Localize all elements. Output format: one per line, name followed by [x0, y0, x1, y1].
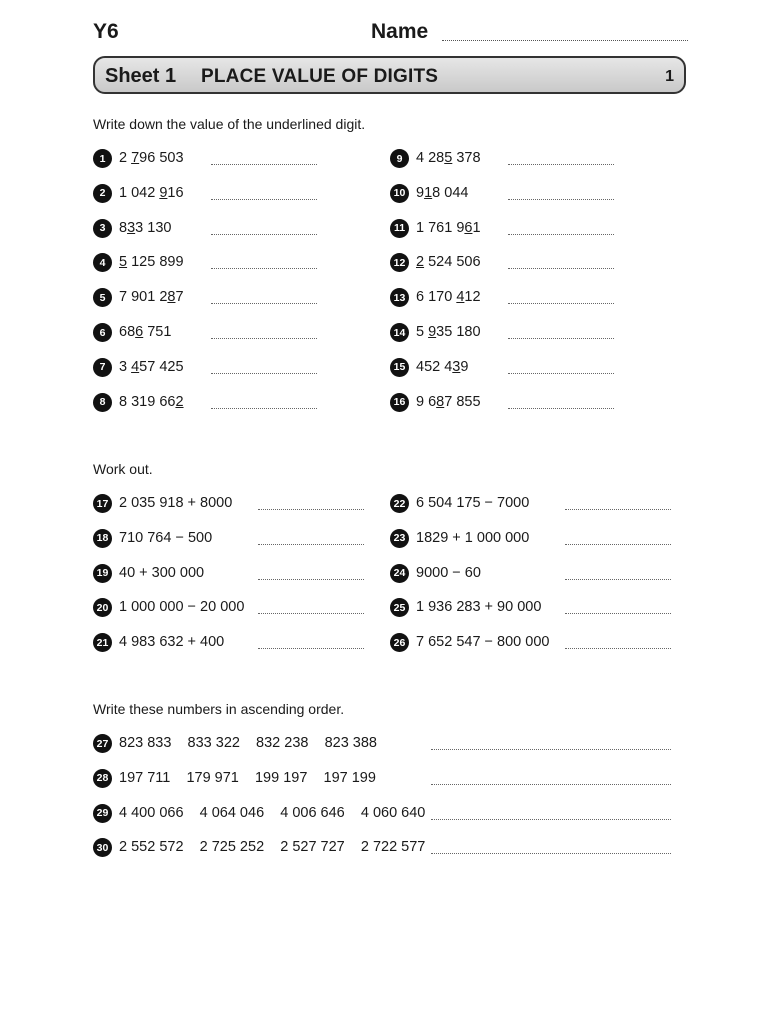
year-label: Y6	[93, 20, 119, 43]
question-item	[390, 358, 614, 380]
digit-group: 5	[416, 324, 429, 340]
question-text: 2 552 572 2 725 252 2 527 727 2 722 577	[119, 839, 426, 856]
question-item	[93, 838, 671, 860]
question-number-badge: 5	[93, 288, 112, 307]
digit-group: 4 28	[416, 150, 445, 166]
question-number-badge: 7	[93, 358, 112, 377]
question-number-badge: 8	[93, 393, 112, 412]
answer-line[interactable]	[508, 234, 614, 235]
question-text	[416, 150, 481, 166]
question-item	[93, 529, 364, 551]
question-text: 9000 − 60	[416, 564, 481, 581]
underlined-digit: 9	[159, 184, 168, 201]
question-text	[119, 289, 184, 305]
question-text	[119, 359, 184, 375]
question-text	[119, 150, 184, 166]
question-item	[93, 393, 317, 415]
question-number-badge: 18	[93, 529, 112, 548]
underlined-digit: 3	[452, 358, 461, 375]
question-item	[93, 564, 364, 586]
digit-group: 7 855	[444, 393, 481, 410]
question-text: 710 764 − 500	[119, 529, 213, 546]
title-banner	[93, 56, 686, 94]
question-item	[93, 253, 317, 275]
question-item	[93, 734, 671, 756]
question-text	[416, 324, 481, 340]
answer-line[interactable]	[211, 164, 317, 165]
answer-line[interactable]	[508, 164, 614, 165]
question-text: 1 000 000 − 20 000	[119, 599, 245, 616]
answer-line[interactable]	[565, 509, 671, 510]
answer-line[interactable]	[211, 373, 317, 374]
question-item	[390, 288, 614, 310]
section2-instruction: Work out.	[93, 461, 153, 477]
underlined-digit: 2	[416, 254, 425, 271]
digit-group: 1	[472, 219, 481, 236]
underlined-digit: 8	[436, 393, 445, 410]
question-number-badge: 29	[93, 804, 112, 823]
answer-line[interactable]	[508, 199, 614, 200]
question-text	[416, 289, 481, 305]
question-number-badge: 19	[93, 564, 112, 583]
answer-line[interactable]	[258, 509, 364, 510]
question-text	[119, 185, 184, 201]
digit-group: 35 180	[436, 324, 481, 340]
question-text: 2 035 918 + 8000	[119, 495, 233, 511]
question-text	[416, 185, 468, 201]
answer-line[interactable]	[565, 544, 671, 545]
digit-group: 9	[460, 358, 469, 375]
digit-group: 8 319 66	[119, 393, 176, 410]
digit-group: 7 901 2	[119, 289, 168, 306]
question-text: 4 400 066 4 064 046 4 006 646 4 060 640	[119, 804, 426, 821]
section3-instruction: Write these numbers in ascending order.	[93, 701, 345, 717]
answer-line[interactable]	[211, 303, 317, 304]
question-text: 823 833 833 322 832 238 823 388	[119, 735, 377, 751]
question-item	[93, 358, 317, 380]
underlined-digit: 5	[119, 254, 128, 271]
underlined-digit: 7	[131, 150, 140, 166]
digit-group: 378	[452, 150, 481, 166]
question-text	[119, 220, 171, 236]
question-text: 197 711 179 971 199 197 197 199	[119, 769, 376, 786]
answer-line[interactable]	[431, 819, 671, 820]
question-text	[416, 220, 481, 236]
question-number-badge: 6	[93, 323, 112, 342]
digit-group: 8	[119, 219, 128, 236]
digit-group: 6 170	[416, 289, 457, 306]
question-text: 6 504 175 − 7000	[416, 495, 530, 511]
question-number-badge: 23	[390, 529, 409, 548]
underlined-digit: 6	[135, 324, 144, 340]
digit-group: 125 899	[127, 254, 184, 271]
question-text	[416, 394, 481, 410]
answer-line[interactable]	[258, 544, 364, 545]
digit-group: 751	[143, 324, 172, 340]
underlined-digit: 3	[127, 219, 136, 236]
question-item	[390, 598, 671, 620]
question-text: 40 + 300 000	[119, 564, 205, 581]
digit-group: 452 4	[416, 358, 453, 375]
question-item	[93, 184, 317, 206]
page-number: 1	[665, 68, 674, 85]
digit-group: 12	[464, 289, 481, 306]
question-number-badge: 13	[390, 288, 409, 307]
underlined-digit: 6	[464, 219, 473, 236]
digit-group: 1 042	[119, 184, 160, 201]
question-number-badge: 20	[93, 598, 112, 617]
digit-group: 524 506	[424, 254, 481, 271]
answer-line[interactable]	[508, 373, 614, 374]
underlined-digit: 9	[428, 324, 437, 340]
question-text: 1829 + 1 000 000	[416, 529, 530, 546]
section1-instruction: Write down the value of the underlined digit.	[93, 116, 366, 132]
question-number-badge: 15	[390, 358, 409, 377]
digit-group: 3	[119, 358, 132, 375]
question-item	[93, 149, 317, 171]
question-number-badge: 14	[390, 323, 409, 342]
question-item	[390, 184, 614, 206]
answer-line[interactable]	[211, 199, 317, 200]
question-item	[390, 564, 671, 586]
question-text: 1 936 283 + 90 000	[416, 599, 542, 616]
question-text	[119, 324, 171, 340]
answer-line[interactable]	[211, 268, 317, 269]
question-number-badge: 27	[93, 734, 112, 753]
digit-group: 16	[167, 184, 184, 201]
question-text: 7 652 547 − 800 000	[416, 634, 550, 651]
answer-line[interactable]	[211, 338, 317, 339]
digit-group: 1 761 9	[416, 219, 465, 236]
question-number-badge: 24	[390, 564, 409, 583]
name-label: Name	[371, 20, 429, 43]
answer-line[interactable]	[431, 853, 671, 854]
answer-line[interactable]	[431, 784, 671, 785]
digit-group: 3 130	[135, 219, 172, 236]
question-item	[93, 598, 364, 620]
underlined-digit: 4	[456, 289, 465, 306]
question-number-badge: 28	[93, 769, 112, 788]
question-number-badge: 2	[93, 184, 112, 203]
answer-line[interactable]	[258, 579, 364, 580]
answer-line[interactable]	[508, 268, 614, 269]
question-item	[93, 288, 317, 310]
underlined-digit: 5	[444, 150, 453, 166]
question-number-badge: 9	[390, 149, 409, 168]
question-item	[93, 494, 364, 516]
question-item	[390, 393, 614, 415]
question-item	[93, 323, 317, 345]
answer-line[interactable]	[431, 749, 671, 750]
question-number-badge: 16	[390, 393, 409, 412]
answer-line[interactable]	[508, 338, 614, 339]
question-number-badge: 21	[93, 633, 112, 652]
question-number-badge: 4	[93, 253, 112, 272]
question-number-badge: 22	[390, 494, 409, 513]
question-text	[119, 254, 184, 270]
question-text	[416, 359, 468, 375]
question-number-badge: 17	[93, 494, 112, 513]
underlined-digit: 8	[167, 289, 176, 306]
question-text	[119, 394, 184, 410]
digit-group: 96 503	[139, 150, 184, 166]
question-item	[390, 323, 614, 345]
digit-group: 8 044	[432, 184, 469, 201]
question-number-badge: 10	[390, 184, 409, 203]
question-number-badge: 11	[390, 219, 409, 238]
question-number-badge: 26	[390, 633, 409, 652]
question-item	[390, 529, 671, 551]
question-item	[93, 804, 671, 826]
question-item	[93, 769, 671, 791]
digit-group: 7	[175, 289, 184, 306]
question-text	[416, 254, 481, 270]
underlined-digit: 2	[175, 393, 184, 410]
underlined-digit: 4	[131, 358, 140, 375]
digit-group: 57 425	[139, 358, 184, 375]
answer-line[interactable]	[508, 303, 614, 304]
answer-line[interactable]	[508, 408, 614, 409]
question-item	[390, 149, 614, 171]
answer-line[interactable]	[565, 648, 671, 649]
question-number-badge: 3	[93, 219, 112, 238]
question-item	[390, 219, 614, 241]
digit-group: 9	[416, 184, 425, 201]
question-number-badge: 1	[93, 149, 112, 168]
answer-line[interactable]	[211, 408, 317, 409]
question-text: 4 983 632 + 400	[119, 634, 225, 651]
answer-line[interactable]	[565, 579, 671, 580]
answer-line[interactable]	[258, 613, 364, 614]
question-item	[93, 219, 317, 241]
page-title: PLACE VALUE OF DIGITS	[201, 66, 439, 87]
question-number-badge: 25	[390, 598, 409, 617]
question-item	[390, 494, 671, 516]
digit-group: 2	[119, 150, 132, 166]
answer-line[interactable]	[258, 648, 364, 649]
digit-group: 9 6	[416, 393, 437, 410]
answer-line[interactable]	[211, 234, 317, 235]
underlined-digit: 1	[424, 184, 433, 201]
question-item	[390, 633, 671, 655]
sheet-label: Sheet 1	[105, 65, 177, 87]
name-field-line[interactable]	[442, 40, 688, 41]
answer-line[interactable]	[565, 613, 671, 614]
question-item	[390, 253, 614, 275]
digit-group: 68	[119, 324, 136, 340]
question-number-badge: 12	[390, 253, 409, 272]
question-item	[93, 633, 364, 655]
question-number-badge: 30	[93, 838, 112, 857]
